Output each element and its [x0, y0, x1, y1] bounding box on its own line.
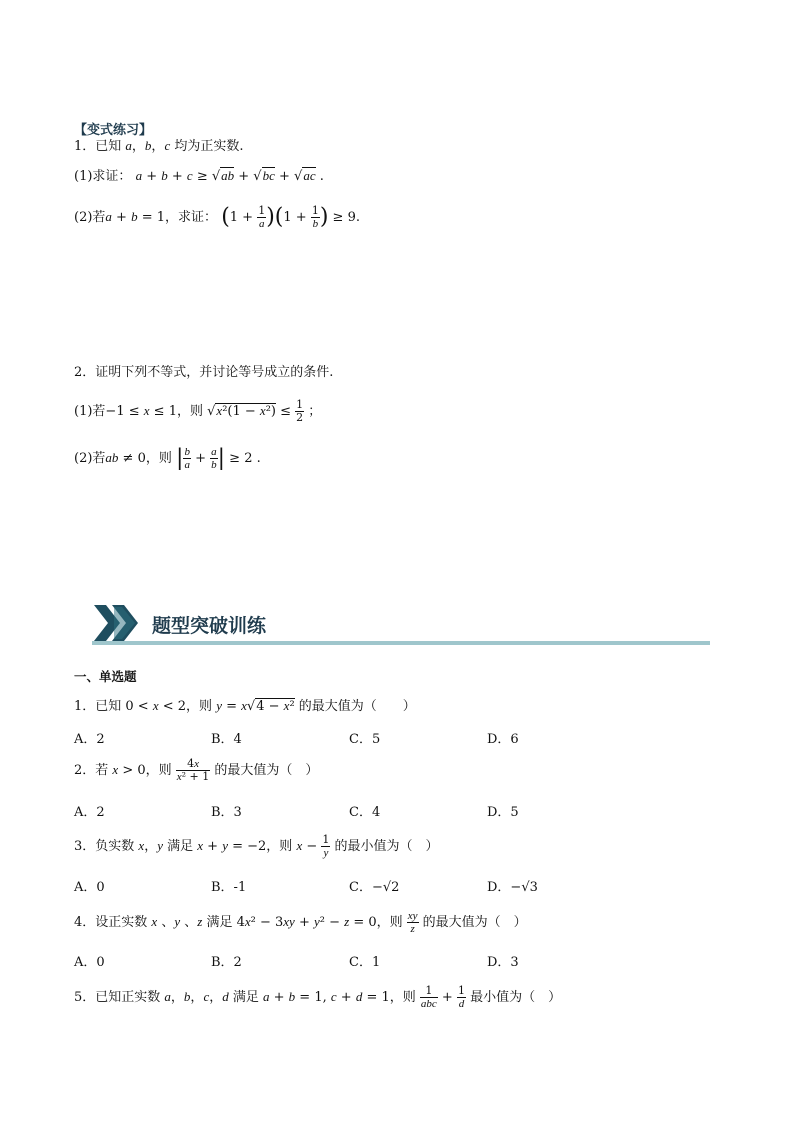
choice-q1-stem: 1．已知 0 < x < 2，则 y = x√4 − x² 的最大值为（ ）	[74, 698, 416, 714]
q2-part2-mid: ，则	[145, 451, 172, 466]
choice-q4-option-c[interactable]: C．1	[349, 955, 381, 970]
choice-q2-option-b[interactable]: B．3	[211, 805, 242, 820]
choice-q2-option-c[interactable]: C．4	[349, 805, 381, 820]
q2-part1-label: (1)若	[74, 404, 106, 419]
q1-part1: (1)求证： a + b + c ≥ √ab + √bc + √ac .	[74, 168, 324, 184]
choice-q1-option-d[interactable]: D．6	[487, 732, 519, 747]
choice-q1-option-a[interactable]: A．2	[74, 732, 105, 747]
choice-q3-option-a[interactable]: A．0	[74, 880, 105, 895]
choice-q1-option-b[interactable]: B．4	[211, 732, 242, 747]
choice-q3-stem: 3．负实数 x，y 满足 x + y = −2，则 x − $\frac{1}{y}$ 的最小值为（ ）	[74, 833, 439, 859]
banner-title: 题型突破训练	[152, 615, 267, 637]
choice-q1-option-c[interactable]: C．5	[349, 732, 381, 747]
q1-part1-label: (1)求证：	[74, 169, 132, 184]
choice-q3-option-b[interactable]: B．-1	[211, 880, 247, 895]
q2-part1-mid: ，则	[176, 404, 203, 419]
choice-q2-option-a[interactable]: A．2	[74, 805, 105, 820]
banner-divider	[92, 641, 710, 645]
choice-q3-option-d[interactable]: D．−√3	[487, 880, 538, 895]
choice-q4-stem: 4．设正实数 x 、y 、z 满足 4x² − 3xy + y² − z = 0，则 $\frac{xy}{z}$ 的最大值为（ ）	[74, 910, 527, 935]
q2-part1: (1)若−1 ≤ x ≤ 1，则 √x²(1 − x²) ≤ $\frac{1}{2}$ ；	[74, 398, 322, 424]
choice-q3-option-c[interactable]: C．−√2	[349, 880, 400, 895]
q2-part2-label: (2)若	[74, 451, 106, 466]
q1-stem: 1．已知 a，b，c 均为正实数.	[74, 138, 244, 154]
section-heading: 一、单选题	[74, 669, 137, 684]
q1-part2-label: (2)若	[74, 210, 106, 225]
q1-part2-mid: ，求证：	[165, 210, 218, 225]
choice-q4-option-d[interactable]: D．3	[487, 955, 519, 970]
choice-q2-stem: 2．若 x > 0，则 $\frac{4x}{\text{x² + 1}}$ 的最大值为（ ）	[74, 757, 319, 783]
q1-part2: (2)若a + b = 1，求证： (1 + $\frac{1}{a}$ )(1 + $\frac{1}{b}$ ) ≥ 9.	[74, 204, 360, 230]
q2-stem: 2．证明下列不等式，并讨论等号成立的条件.	[74, 365, 334, 380]
choice-q4-option-b[interactable]: B．2	[211, 955, 242, 970]
choice-q5-stem: 5．已知正实数 a，b，c，d 满足 a + b = 1, c + d = 1，则 $\frac{1}{\text{abc}}$ + $\frac{1}{d}$ 最小值为（ ）	[74, 984, 562, 1010]
variant-heading: 【变式练习】	[74, 123, 153, 138]
double-chevron-icon	[92, 603, 142, 643]
choice-q4-option-a[interactable]: A．0	[74, 955, 105, 970]
choice-q2-option-d[interactable]: D．5	[487, 805, 519, 820]
q2-part2: (2)若ab ≠ 0，则 | $\frac{b}{a}$ + $\frac{a}{b}$ | ≥ 2 .	[74, 445, 261, 471]
